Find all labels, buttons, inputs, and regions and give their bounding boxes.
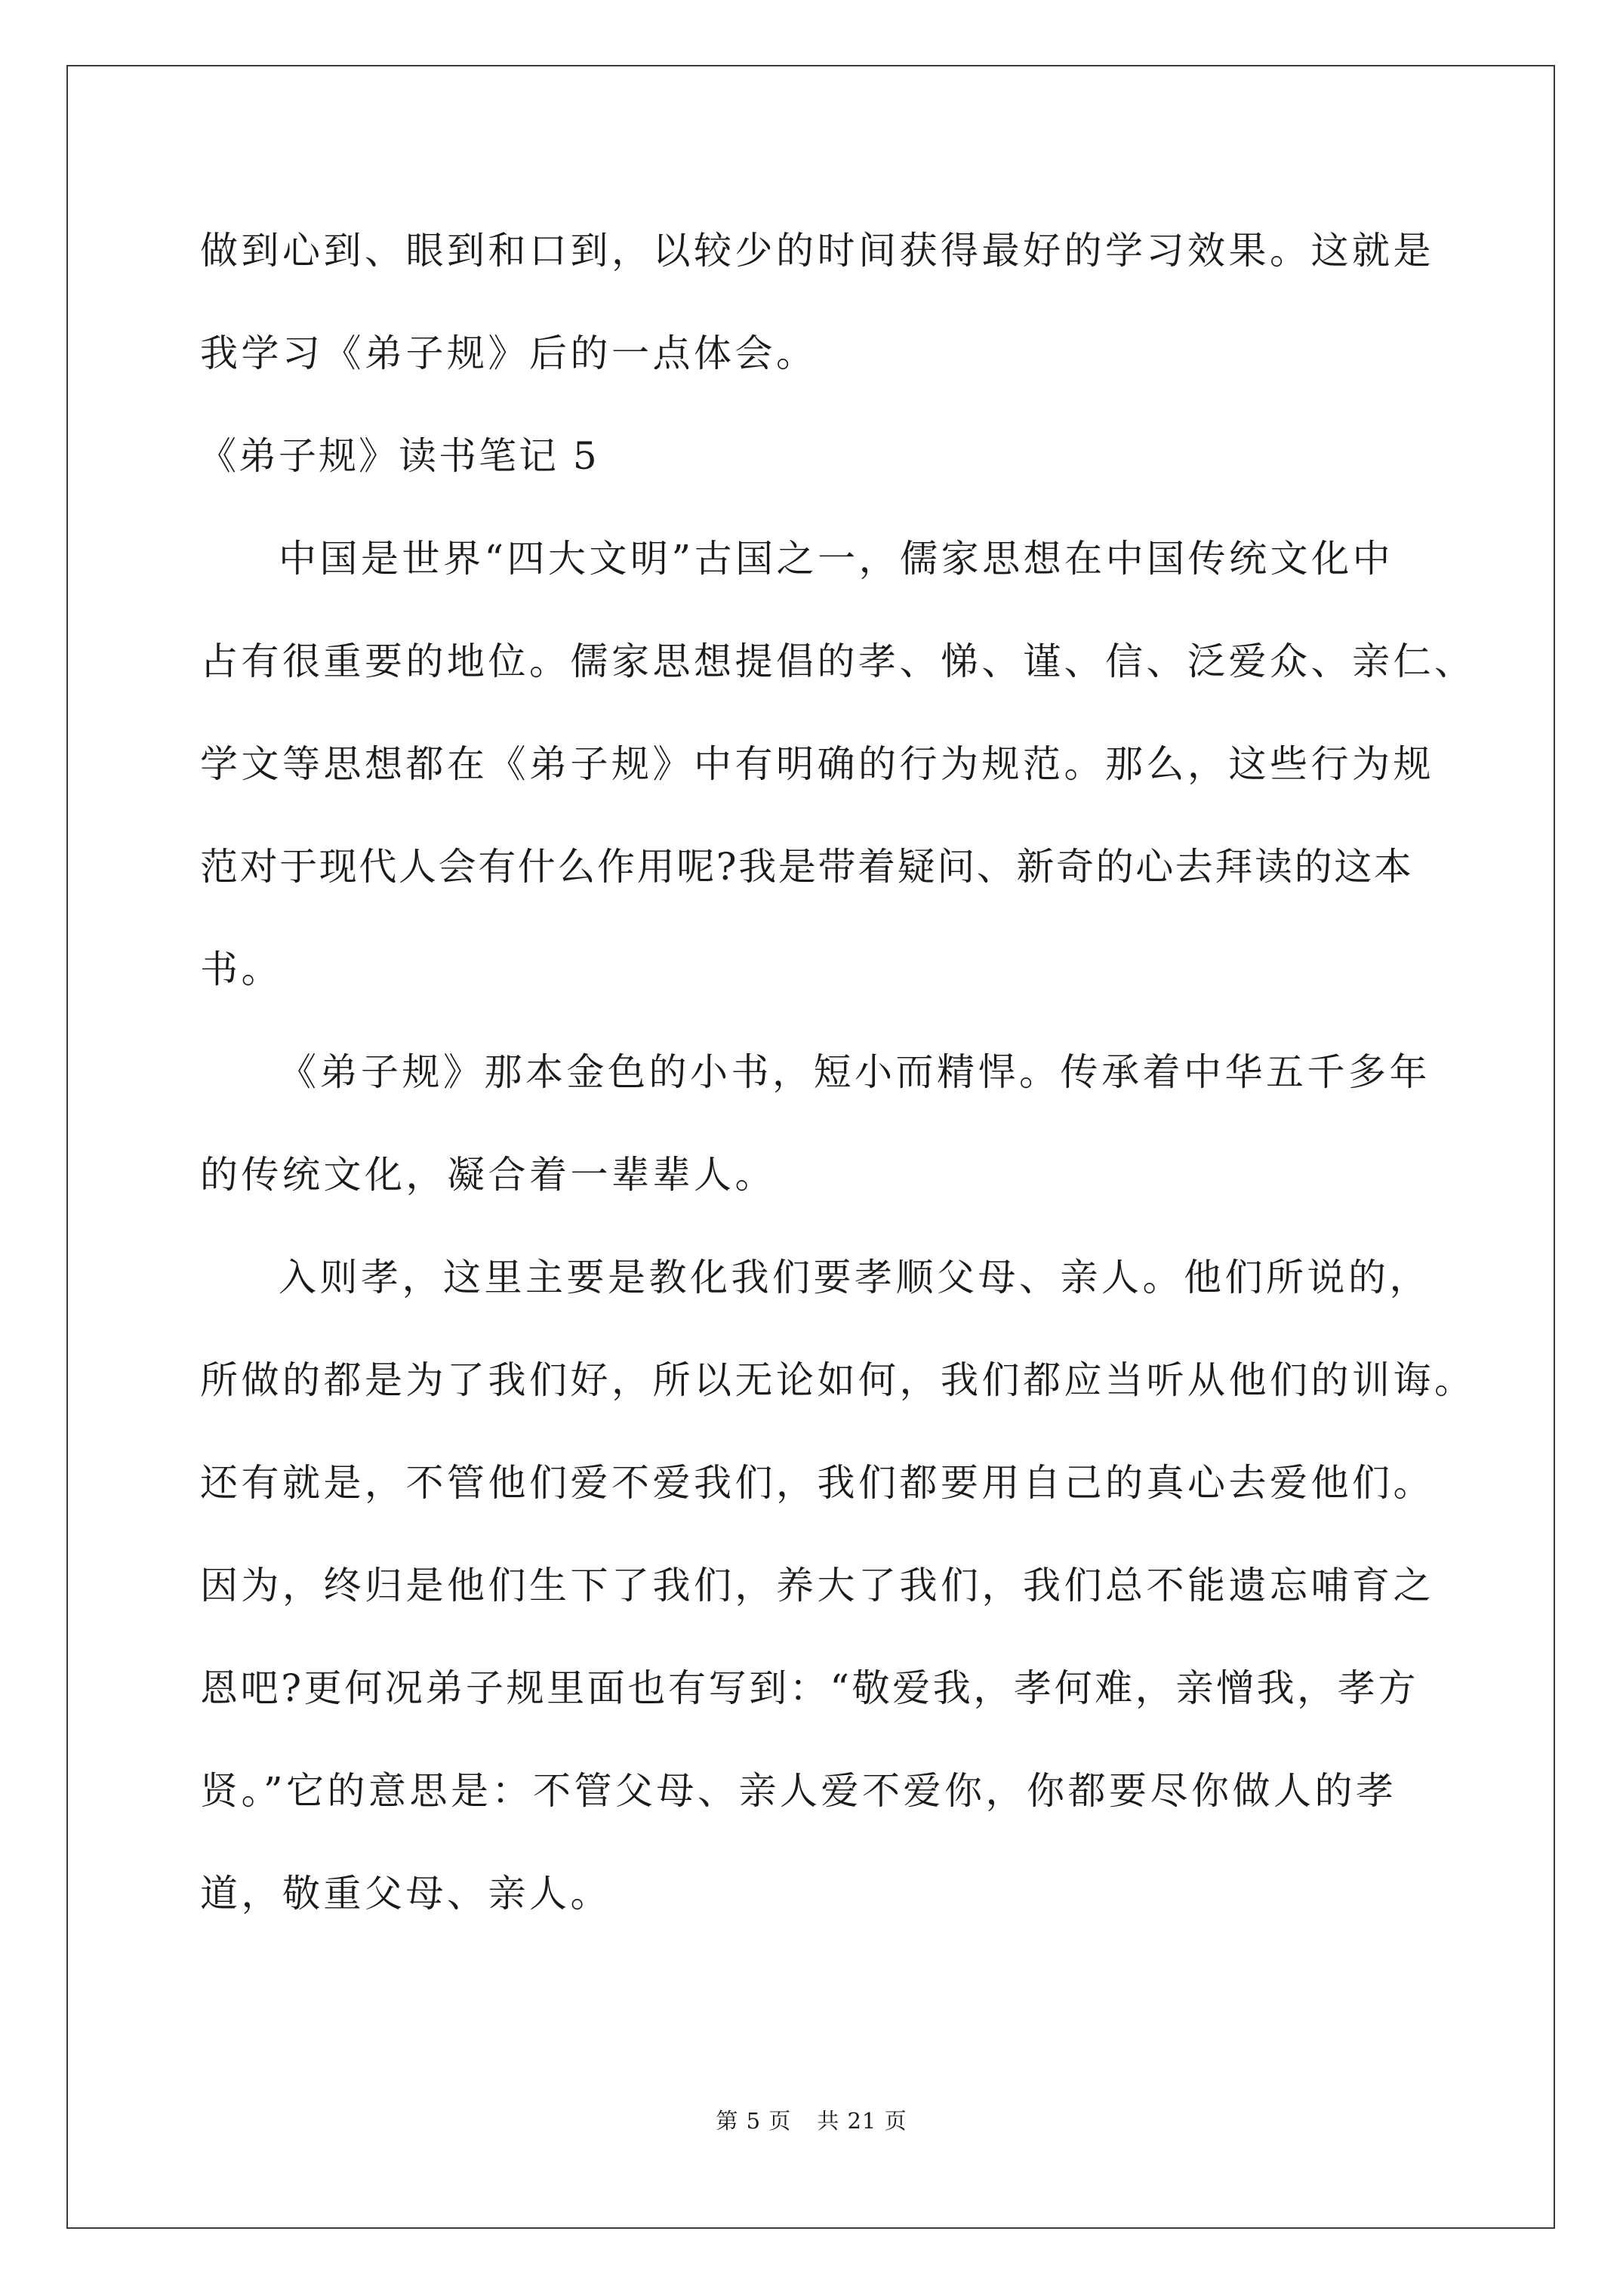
text-line: 占有很重要的地位。儒家思想提倡的孝、悌、谨、信、泛爱众、亲仁、 (200, 639, 1476, 683)
text-line: 贤。”它的意思是：不管父母、亲人爱不爱你，你都要尽你做人的孝 (200, 1769, 1397, 1813)
text-line: 所做的都是为了我们好，所以无论如何，我们都应当听从他们的训诲。 (200, 1358, 1476, 1402)
text-line: 入则孝，这里主要是教化我们要孝顺父母、亲人。他们所说的， (279, 1256, 1431, 1299)
page-total: 共 21 页 (817, 2108, 907, 2134)
page-footer (0, 2104, 1623, 2135)
text-line: 学文等思想都在《弟子规》中有明确的行为规范。那么，这些行为规 (200, 742, 1434, 786)
section-heading: 《弟子规》读书笔记 5 (199, 434, 599, 478)
text-line: 的传统文化，凝合着一辈辈人。 (200, 1153, 776, 1197)
text-line: 《弟子规》那本金色的小书，短小而精悍。传承着中华五千多年 (279, 1050, 1431, 1094)
text-line: 书。 (200, 948, 282, 991)
text-line: 恩吧?更何况弟子规里面也有写到：“敬爱我，孝何难，亲憎我，孝方 (200, 1666, 1418, 1710)
text-line: 因为，终归是他们生下了我们，养大了我们，我们总不能遗忘哺育之 (200, 1564, 1434, 1607)
text-line: 中国是世界“四大文明”古国之一，儒家思想在中国传统文化中 (279, 537, 1394, 581)
text-line: 范对于现代人会有什么作用呢?我是带着疑问、新奇的心去拜读的这本 (200, 845, 1414, 889)
page-number: 第 5 页 (716, 2108, 792, 2134)
text-line: 道，敬重父母、亲人。 (200, 1872, 611, 1915)
text-line: 我学习《弟子规》后的一点体会。 (200, 331, 818, 375)
text-line: 还有就是，不管他们爱不爱我们，我们都要用自己的真心去爱他们。 (200, 1461, 1434, 1505)
text-line: 做到心到、眼到和口到，以较少的时间获得最好的学习效果。这就是 (200, 229, 1434, 273)
